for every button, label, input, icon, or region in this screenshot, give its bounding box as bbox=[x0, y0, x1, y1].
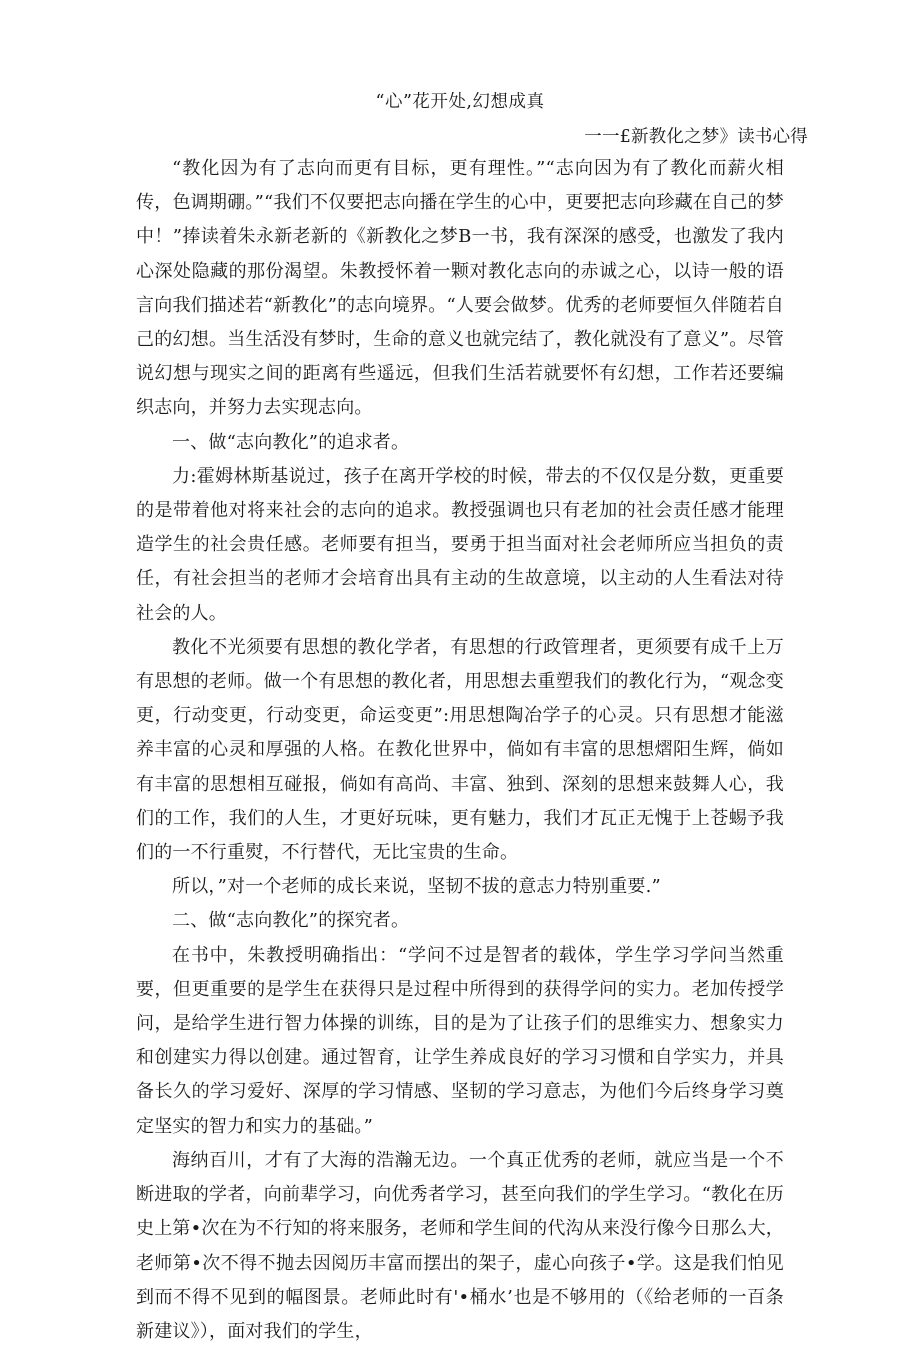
paragraph: 在书中，朱教授明确指出：“学问不过是智者的载体，学生学习学问当然重要，但更重要的是学生在获得只是过程中所得到的获得学问的实力。老加传授学问，是给学生进行智力体操的训练，目的是为了让孩子们的思维实力、想象实力和创建实力得以创建。通过智育，让学生养成良好的学习习惯和自学实力，并具备长久的学习爱好、深厚的学习情感、坚韧的学习意志，为他们今后终身学习奠定坚实的智力和实力的基础。” bbox=[136, 944, 784, 1137]
section-heading-one: 一、做“志向教化”的追求者。 bbox=[172, 431, 410, 453]
document-subtitle: 一一£新教化之梦》读书心得 bbox=[584, 127, 808, 147]
paragraph: 所以，”对一个老师的成长来说，坚韧不拔的意志力特别重要.” bbox=[172, 876, 661, 898]
document-body bbox=[136, 152, 784, 1349]
section-heading-two: 二、做“志向教化”的探究者。 bbox=[172, 910, 410, 932]
paragraph: 教化不光须要有思想的教化学者，有思想的行政管理者，更须要有成千上万有思想的老师。做一个有思想的教化者，用思想去重塑我们的教化行为，“观念变更，行动变更，行动变更，命运变更”:用思想陶冶学子的心灵。只有思想才能滋养丰富的心灵和厚强的人格。在教化世界中，倘如有丰富的思想熠阳生辉，倘如有丰富的思想相互碰报，倘如有高尚、丰富、独到、深刻的思想来鼓舞人心，我们的工作，我们的人生，才更好玩味，更有魅力，我们才瓦正无愧于上苍蜴予我们的一不行重熨，不行替代，无比宝贵的生命。 bbox=[136, 636, 784, 864]
paragraph-intro: “教化因为有了志向而更有目标，更有理性。”“志向因为有了教化而薪火相传，色调期硼。”“我们不仅要把志向播在学生的心中，更要把志向珍藏在自己的梦中！”捧读着朱永新老新的《新教化之梦B一书，我有深深的感受，也激发了我内心深处隐藏的那份渴望。朱教授怀着一颗对教化志向的赤诚之心，以诗一般的语言向我们描述若“新教化”的志向境界。“人要会做梦。优秀的老师要恒久伴随若自己的幻想。当生活没有梦时，生命的意义也就完结了，教化就没有了意义”。尽管说幻想与现实之间的距离有些遥远，但我们生活若就要怀有幻想，工作若还要编织志向，并努力去实现志向。 bbox=[136, 158, 784, 419]
paragraph: 力:霍姆林斯基说过，孩子在离开学校的时候，带去的不仅仅是分数，更重要的是带着他对将来社会的志向的追求。教授强调也只有老加的社会责任感才能理造学生的社会贵任感。老师要有担当，要勇于担当面对社会老师所应当担负的责任，有社会担当的老师才会培育出具有主动的生故意境，以主动的人生看法对待社会的人。 bbox=[136, 465, 784, 624]
document-title: “心”花开处,幻想成真 bbox=[375, 92, 545, 112]
paragraph: 海纳百川，才有了大海的浩瀚无边。一个真正优秀的老师，就应当是一个不断进取的学者，向前辈学习，向优秀者学习，甚至向我们的学生学习。“教化在历史上第•次在为不行知的将来服务，老师和学生间的代沟从来没行像今日那么大，老师第•次不得不抛去因阅历丰富而摆出的架子，虚心向孩子•学。这是我们怕见到而不得不见到的幅图景。老师此时有'•桶水’也是不够用的（《给老师的一百条新建议》），面对我们的学生， bbox=[136, 1149, 784, 1342]
